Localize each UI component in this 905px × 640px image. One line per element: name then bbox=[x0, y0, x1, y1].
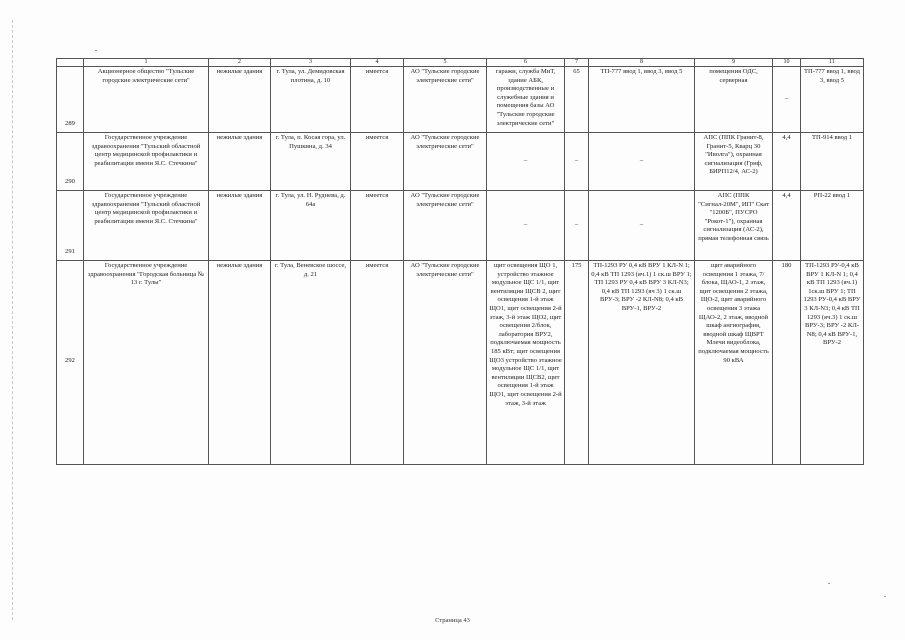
header-cell: 3 bbox=[271, 59, 351, 67]
cell-supplier: АО "Тульские городские электрические сети" bbox=[404, 67, 487, 133]
cell-power: – bbox=[565, 133, 589, 191]
header-cell: 4 bbox=[351, 59, 404, 67]
cell-objects: гаражи, служба МиТ, здание АБК, производственные и служебные здания и помещения базы АО "Тульские городские электрические сети" bbox=[487, 67, 565, 133]
cell-organization: Государственное учреждение здравоохранения "Городская больница № 13 г. Тулы" bbox=[84, 261, 209, 465]
cell-reserve-power: 4,4 bbox=[773, 133, 801, 191]
cell-power: 175 bbox=[565, 261, 589, 465]
cell-feeder: ТП-1293 РУ 0,4 кВ ВРУ 1 КЛ-N 1; 0,4 кВ ТП 1293 (яч.1) 1 ск.ш ВРУ 1; ТП 1293 РУ 0,4 кВ ВРУ 3 КЛ-N3; 0,4 кВ ТП 1293 (яч 3) 1 ск.ш ВРУ-3; ВРУ -2 КЛ-N8; 0,4 кВ ВРУ-1, ВРУ-2 bbox=[589, 261, 695, 465]
cell-address: г. Тула, п. Косая гора, ул. Пушкина, д. 34 bbox=[271, 133, 351, 191]
cell-availability: имеется bbox=[351, 261, 404, 465]
cell-organization: Государственное учреждение здравоохранения "Тульский областной центр медицинской профилактики и реабилитации имени Я.С. Стечкина" bbox=[84, 133, 209, 191]
cell-objects: – bbox=[487, 133, 565, 191]
header-cell: 11 bbox=[801, 59, 864, 67]
cell-address: г. Тула, Веневское шоссе, д. 21 bbox=[271, 261, 351, 465]
cell-reserve-objects: помещения ОДС, серверная bbox=[695, 67, 773, 133]
header-cell: 7 bbox=[565, 59, 589, 67]
cell-supplier: АО "Тульские городские электрические сети" bbox=[404, 133, 487, 191]
page-number: Страница 43 bbox=[435, 617, 470, 624]
cell-reserve-power: 4,4 bbox=[773, 191, 801, 261]
cell-organization: Государственное учреждение здравоохранения "Тульский областной центр медицинской профилактики и реабилитации имени Я.С. Стечкина" bbox=[84, 191, 209, 261]
cell-building-type: нежилые здания bbox=[209, 67, 271, 133]
cell-reserve-power: – bbox=[773, 67, 801, 133]
cell-address: г. Тула, ул. Н. Руднева, д. 64а bbox=[271, 191, 351, 261]
cell-reserve-feeder: ТП-777 ввод 1, ввод 3, ввод 5 bbox=[801, 67, 864, 133]
header-cell: 10 bbox=[773, 59, 801, 67]
cell-building-type: нежилые здания bbox=[209, 133, 271, 191]
table-row bbox=[57, 261, 864, 465]
header-cell: 1 bbox=[84, 59, 209, 67]
cell-building-type: нежилые здания bbox=[209, 191, 271, 261]
cell-power: 65 bbox=[565, 67, 589, 133]
cell-reserve-objects: АПС (ППК Гранит-8, Гранит-5, Кварц 30 "Иволга"), охранная сигнализация (Гриф, БИРП12/4, АС-2) bbox=[695, 133, 773, 191]
scan-speck bbox=[828, 583, 830, 584]
scan-speck bbox=[95, 50, 97, 51]
cell-address: г. Тула, ул. Демидовская плотина, д. 10 bbox=[271, 67, 351, 133]
binding-margin bbox=[12, 20, 14, 620]
cell-supplier: АО "Тульские городские электрические сети" bbox=[404, 261, 487, 465]
header-cell: 9 bbox=[695, 59, 773, 67]
row-number: 289 bbox=[57, 67, 84, 133]
cell-building-type: нежилые здания bbox=[209, 261, 271, 465]
cell-reserve-objects: АПС (ППК "Сигнал-20М", ИП" Скат "1200Б", ПУСРО "Рокот-1"), охранная сигнализация (АС-2), прямая телефонная связь bbox=[695, 191, 773, 261]
header-cell: 5 bbox=[404, 59, 487, 67]
data-table bbox=[56, 58, 864, 465]
cell-availability: имеется bbox=[351, 133, 404, 191]
cell-power: – bbox=[565, 191, 589, 261]
cell-objects: – bbox=[487, 191, 565, 261]
cell-feeder: – bbox=[589, 133, 695, 191]
cell-reserve-objects: щит аварийного освещения 1 этажа, 7/блока, ЩАО-1, 2 этаж, щит освещения 2 этажа, ЩО-2, щит аварийного освещения 3 этажа ЩАО-2, 2 этаж, вводной шкаф ангиография, вводной шкаф ЩВРТ Млечи видеоблока, подключаемая мощность 90 кВА bbox=[695, 261, 773, 465]
cell-availability: имеется bbox=[351, 67, 404, 133]
table-row bbox=[57, 67, 864, 133]
cell-supplier: АО "Тульские городские электрические сети" bbox=[404, 191, 487, 261]
column-number-row bbox=[57, 59, 864, 67]
row-number: 291 bbox=[57, 191, 84, 261]
cell-reserve-power: 180 bbox=[773, 261, 801, 465]
header-cell bbox=[57, 59, 84, 67]
row-number: 290 bbox=[57, 133, 84, 191]
cell-organization: Акционерное общество "Тульские городские электрические сети" bbox=[84, 67, 209, 133]
cell-objects: щит освещения ЩО 1, устройство этажное модульное ЩС 1/1, щит вентиляции ЩСВ 2, щит освещения 1-й этаж ЩО1, щит освещения 2-й этаж, 3-й этаж ЩО2, щит освещения 2/блок, лаборатория ВРУ2, подключаемая мощность 185 кВт; щит освещения ЩО3 устройство этажное модульное ЩС 1/1, щит вентиляции ЩСВ2, щит освещения 1-й этаж ЩО1, щит освещения 2-й этаж, 3-й этаж bbox=[487, 261, 565, 465]
cell-reserve-feeder: ТП-1293 РУ-0,4 кВ ВРУ 1 КЛ-N 1; 0,4 кВ ТП 1293 (яч.1) 1ск.ш ВРУ 1; ТП 1293 РУ-0,4 кВ ВРУ 3 КЛ-N3; 0,4 кВ ТП 1293 (яч.3) 1 ск.ш ВРУ-3; ВРУ -2 КЛ-N8; 0,4 кВ ВРУ-1, ВРУ-2 bbox=[801, 261, 864, 465]
row-number: 292 bbox=[57, 261, 84, 465]
header-cell: 2 bbox=[209, 59, 271, 67]
cell-feeder: – bbox=[589, 191, 695, 261]
scan-speck bbox=[884, 596, 886, 597]
table-row bbox=[57, 191, 864, 261]
cell-feeder: ТП-777 ввод 1, ввод 3, ввод 5 bbox=[589, 67, 695, 133]
table-row bbox=[57, 133, 864, 191]
cell-availability: имеется bbox=[351, 191, 404, 261]
cell-reserve-feeder: ТП-914 ввод 1 bbox=[801, 133, 864, 191]
cell-reserve-feeder: РП-22 ввод 1 bbox=[801, 191, 864, 261]
header-cell: 8 bbox=[589, 59, 695, 67]
header-cell: 6 bbox=[487, 59, 565, 67]
